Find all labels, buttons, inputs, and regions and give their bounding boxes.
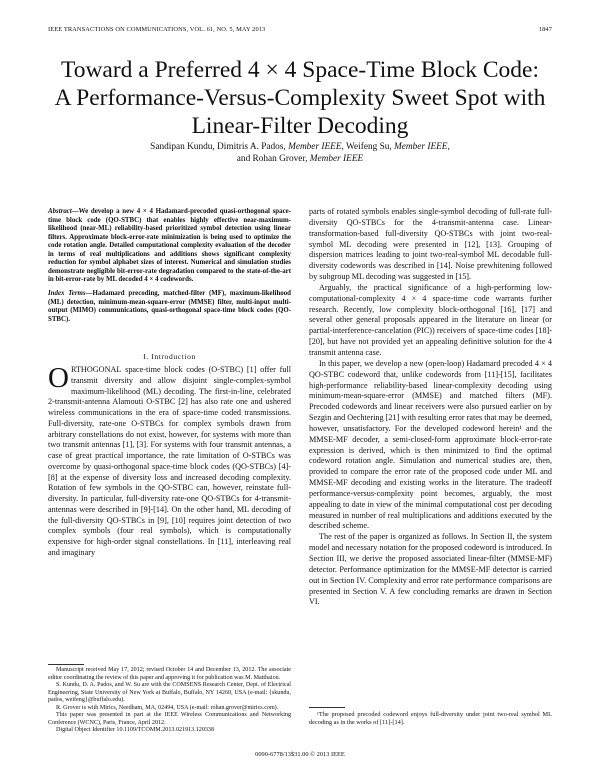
index-terms-text: —Hadamard precoding, matched-filter (MF), maximum-likelihood (ML) detection, minimum-mean-square-error (MMSE) filter, multi-input multi-output (MIMO) communications, quasi-orthogonal space-time block codes (QO-STBC). xyxy=(48,290,292,323)
footnote-rule-left xyxy=(48,664,84,665)
footnote: This paper was presented in part at the IEEE Wireless Communications and Networking Conference (WCNC), Paris, France, April 2012. xyxy=(48,712,291,726)
right-column-body xyxy=(309,207,552,608)
footnote: Digital Object Identifier 10.1109/TCOMM.2013.021913.120338 xyxy=(56,727,215,734)
running-header xyxy=(48,26,552,33)
introduction-paragraph xyxy=(48,362,291,559)
copyright-footer: 0090-6778/13$31.00 © 2013 IEEE xyxy=(255,751,345,758)
index-terms xyxy=(48,290,291,324)
footnote: S. Kundu, D. A. Pados, and W. Su are with the COMSENS Research Center, Dept. of Electrical Engineering, State University of New York at Buffalo, Buffalo, NY 14260, USA (e-mail: {skundu, pados, weifeng}@buffalo.edu). xyxy=(48,682,291,704)
intro-text: space-time block codes (O-STBC) [1] offer full transmit diversity and allow disjoint single-complex-symbol maximum-likelihood (ML) decoding. The first-in-line, celebrated 2-transmit-antenna Alamouti O-STBC [2] has also rate one and ushered wireless communications in the era of space-time coded transmissions. Full-diversity, rate-one O-STBCs for complex symbols drawn from arbitrary constellations do not exist, however, for systems with more than two transmit antennas [1], [3]. For systems with four transmit antennas, a case of great practical importance, the rate limitation of O-STBCs was overcome by quasi-orthogonal space-time block codes (QO-STBCs) [4]-[8] at the expense of diversity loss and increased decoding complexity. Rotation of few symbols in the QO-STBC can, however, reinstate full-diversity. In particular, full-diversity rate-one QO-STBCs for 4-transmit-antennas were described in [9]-[14]. On the other hand, ML decoding of the full-diversity QO-STBCs in [9], [10] requires joint detection of two complex symbols (four real symbols), which is computationally expensive for high-order signal constellations. In [11], interleaving real and imaginary xyxy=(48,365,291,557)
title-line: Linear-Filter Decoding xyxy=(191,113,409,139)
footnote: R. Grover is with Mirics, Needham, MA, 02494, USA (e-mail: rohan.grover@mirics.com). xyxy=(56,704,279,711)
body-paragraph: In this paper, we develop a new (open-loop) Hadamard precoded 4 × 4 QO-STBC codeword that, unlike codewords from [11]-[15], facilitates high-performance reliability-based linear-complexity decoding using minimum-mean-square-error (MMSE) and matched filters (MF). Precoded codewords and linear receivers were also pursued earlier on by Sezgin and Oechtering [21] with resulting error rates that may be deemed, however, unsatisfactory. For the developed codeword herein¹ and the MMSE-MF decoder, a semi-closed-form approximate block-error-rate expression is derived, which is then minimized to find the optimal codeword rotation angle. Simulation and numerical studies are, then, provided to compare the error rate of the proposed code under ML and MMSE-MF decoding and existing works in the literature. The tradeoff performance-versus-complexity point becomes, arguably, the most appealing to date in view of the minimal computational cost per decoding measured in number of real multiplications and additions executed by the described scheme. xyxy=(309,358,552,531)
body-paragraph: Arguably, the practical significance of a high-performing low-computational-complexity 4 × 4 space-time code warrants further research. Recently, low complexity block-orthogonal [16], [17] and several other general proposals appeared in the literature on linear (or partial-interference-cancelation (PIC)) receivers of space-time codes [18]-[20], but have not provided yet an appealing definitive solution for the 4 transmit antenna case. xyxy=(309,282,552,357)
abstract xyxy=(48,208,291,285)
title-line: Toward a Preferred 4 × 4 Space-Time Block Code: xyxy=(60,57,539,83)
index-terms-label: Index Terms xyxy=(48,290,86,297)
journal-header: IEEE TRANSACTIONS ON COMMUNICATIONS, VOL. 61, NO. 5, MAY 2013 xyxy=(48,26,266,33)
author-line: Sandipan Kundu, Dimitris A. Pados, Member IEEE, Weifeng Su, Member IEEE, xyxy=(150,142,450,152)
title-line: A Performance-Versus-Complexity Sweet Spot with xyxy=(54,85,546,111)
drop-cap: O xyxy=(48,362,69,394)
intro-first-word: RTHOGONAL xyxy=(70,365,122,374)
section-heading-introduction: I. Introduction xyxy=(143,352,196,361)
body-paragraph: The rest of the paper is organized as follows. In Section II, the system model and necessary notation for the proposed codeword is introduced. In Section III, we derive the proposed associated linear-filter (MMSE-MF) detector. Performance optimization for the MMSE-MF detector is carried out in Section IV. Complexity and error rate performance comparisons are presented in Section V. A few concluding remarks are drawn in Section VI. xyxy=(309,532,552,607)
page-number: 1847 xyxy=(538,26,552,33)
body-paragraph: parts of rotated symbols enables single-symbol decoding of full-rate full-diversity QO-STBCs for the 4-transmit-antenna case. Linear-transformation-based full-diversity QO-STBCs with joint two-real-symbol ML decoding were presented in [12], [13]. Grouping of dispersion matrices leading to joint two-real-symbol ML decodable full-diversity codewords was described in [14]. Noise prewhitening followed by subgroup ML decoding was suggested in [15]. xyxy=(309,207,552,282)
abstract-text: —We develop a new 4 × 4 Hadamard-precoded quasi-orthogonal space-time block code (QO-STBC) that enables highly effective near-maximum-likelihood (near-ML) reliability-based prioritized symbol detection using linear filters. Approximate block-error-rate minimization is being used to optimize the code rotation angle. Detailed computational complexity evaluation of the decoder in terms of real multiplications and additions shows significant complexity reduction for symbol alphabet sizes of interest. Numerical and simulation studies demonstrate negligible bit-error-rate degradation compared to the state-of-the-art in bit-error-rate by ML decoded 4 × 4 codewords. xyxy=(48,208,291,284)
footnote: Manuscript received May 17, 2012; revised October 14 and December 13, 2012. The associate editor coordinating the review of this paper and approving it for publication was M. Matthaiou. xyxy=(48,667,291,681)
footnote-rule-right xyxy=(309,707,345,708)
paper-title xyxy=(40,56,560,140)
abstract-label: Abstract xyxy=(48,208,72,215)
author-line: and Rohan Grover, Member IEEE xyxy=(236,154,364,164)
author-list xyxy=(40,141,560,165)
footnotes-left xyxy=(48,667,291,735)
footnote-right: ¹The proposed precoded codeword enjoys full-diversity under joint two-real symbol ML decoding as in the works of [11]-[14]. xyxy=(309,711,552,727)
